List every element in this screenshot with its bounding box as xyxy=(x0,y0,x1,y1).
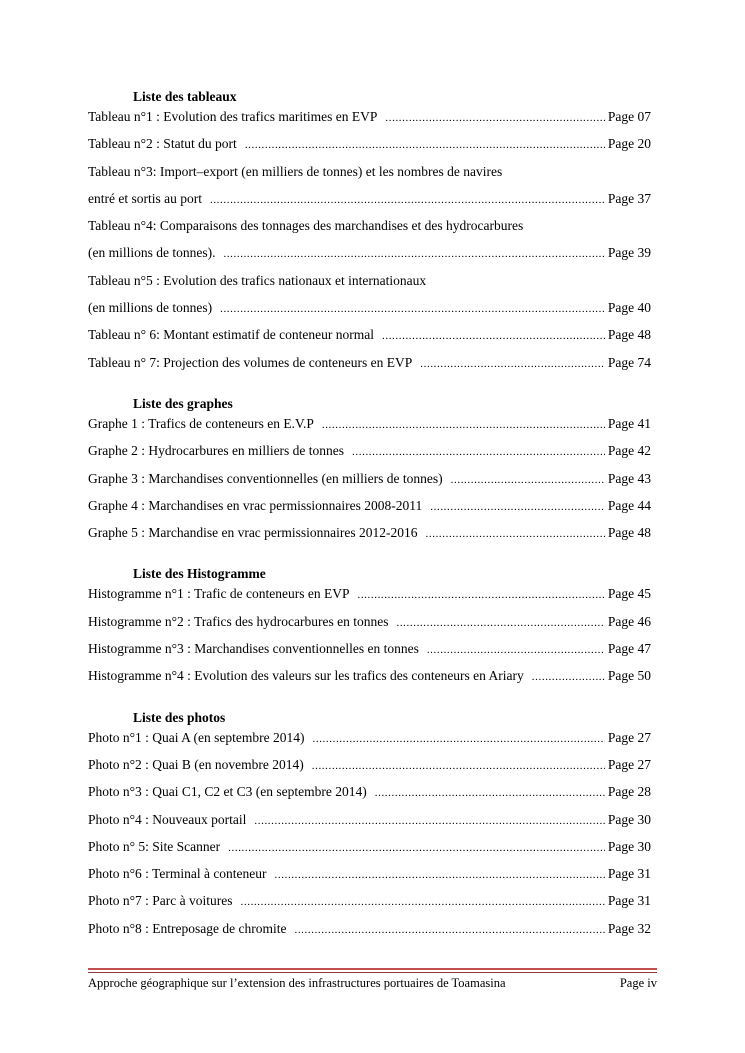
entry-text: Tableau n° 7: Projection des volumes de conteneurs en EVP xyxy=(88,354,413,370)
entry-text: Histogramme n°3 : Marchandises conventionnelles en tonnes xyxy=(88,641,419,657)
toc-entry[interactable] xyxy=(88,439,651,466)
dot-leader xyxy=(210,189,605,212)
toc-entry[interactable] xyxy=(88,610,651,637)
dot-leader xyxy=(241,891,605,914)
toc-entry[interactable] xyxy=(88,780,651,807)
entry-page: Page 32 xyxy=(607,920,651,936)
dot-leader xyxy=(430,496,605,519)
entry-page: Page 31 xyxy=(607,866,651,882)
toc-entry[interactable] xyxy=(88,726,651,753)
dot-leader xyxy=(275,864,605,887)
entry-text: Histogramme n°2 : Trafics des hydrocarbures en tonnes xyxy=(88,613,389,629)
entry-text: Photo n°7 : Parc à voitures xyxy=(88,893,233,909)
toc-entry[interactable] xyxy=(88,241,651,268)
toc-content xyxy=(88,89,651,962)
entry-page: Page 27 xyxy=(607,729,651,745)
dot-leader xyxy=(385,107,604,130)
toc-entry[interactable] xyxy=(88,412,651,439)
toc-entry[interactable] xyxy=(88,269,651,296)
entry-page: Page 30 xyxy=(607,811,651,827)
entry-text: Tableau n° 6: Montant estimatif de conteneur normal xyxy=(88,327,374,343)
dot-leader xyxy=(375,782,605,805)
entry-text: (en millions de tonnes). xyxy=(88,245,216,261)
entry-text: Photo n°4 : Nouveaux portail xyxy=(88,811,247,827)
entry-text: entré et sortis au port xyxy=(88,190,202,206)
entry-text: Graphe 1 : Trafics de conteneurs en E.V.P xyxy=(88,415,314,431)
entry-page: Page 46 xyxy=(607,613,651,629)
dot-leader xyxy=(312,755,605,778)
entry-page: Page 27 xyxy=(607,756,651,772)
toc-entry[interactable] xyxy=(88,664,651,691)
entry-text: Photo n°6 : Terminal à conteneur xyxy=(88,866,267,882)
entry-page: Page 30 xyxy=(607,838,651,854)
entry-page: Page 20 xyxy=(607,136,651,152)
section-heading: Liste des tableaux xyxy=(133,89,237,104)
dot-leader xyxy=(322,414,605,437)
entry-page: Page 44 xyxy=(607,497,651,513)
toc-entry[interactable] xyxy=(88,494,651,521)
entry-page: Page 37 xyxy=(607,190,651,206)
entry-page: Page 48 xyxy=(607,525,651,541)
entry-page: Page 39 xyxy=(607,245,651,261)
entry-text: Graphe 2 : Hydrocarbures en milliers de tonnes xyxy=(88,443,345,459)
section-graphes xyxy=(88,396,651,548)
toc-entry[interactable] xyxy=(88,521,651,548)
dot-leader xyxy=(352,441,605,464)
footer-rule xyxy=(88,968,657,970)
entry-page: Page 42 xyxy=(607,443,651,459)
entry-page: Page 45 xyxy=(607,586,651,602)
entry-page: Page 31 xyxy=(607,893,651,909)
footer-page-number: Page iv xyxy=(619,976,657,990)
entry-text: Tableau n°2 : Statut du port xyxy=(88,136,237,152)
dot-leader xyxy=(245,134,605,157)
page-footer xyxy=(88,976,657,991)
entry-text: (en millions de tonnes) xyxy=(88,300,213,316)
entry-text: Graphe 5 : Marchandise en vrac permissionnaires 2012-2016 xyxy=(88,525,418,541)
section-heading: Liste des graphes xyxy=(133,395,233,411)
toc-entry[interactable] xyxy=(88,582,651,609)
dot-leader xyxy=(451,469,605,492)
entry-text: Photo n°8 : Entreposage de chromite xyxy=(88,920,287,936)
dot-leader xyxy=(220,298,605,321)
dot-leader xyxy=(532,666,605,689)
entry-text: Graphe 3 : Marchandises conventionnelles (en milliers de tonnes) xyxy=(88,470,443,486)
dot-leader xyxy=(254,810,604,833)
entry-page: Page 74 xyxy=(607,354,651,370)
section-heading: Liste des Histogramme xyxy=(133,566,266,582)
section-photos xyxy=(88,710,651,944)
section-heading: Liste des photos xyxy=(133,709,226,725)
footer-rule-thin xyxy=(88,972,657,973)
entry-page: Page 47 xyxy=(607,641,651,657)
entry-page: Page 07 xyxy=(607,109,651,124)
toc-entry[interactable] xyxy=(88,862,651,889)
toc-entry[interactable] xyxy=(88,637,651,664)
entry-text: Photo n°1 : Quai A (en septembre 2014) xyxy=(88,729,305,745)
toc-entry[interactable] xyxy=(88,753,651,780)
entry-text: Photo n°2 : Quai B (en novembre 2014) xyxy=(88,756,304,772)
section-histogrammes xyxy=(88,566,651,691)
toc-entry[interactable] xyxy=(88,187,651,214)
dot-leader xyxy=(357,584,604,607)
entry-text: Histogramme n°4 : Evolution des valeurs sur les trafics des conteneurs en Ariary xyxy=(88,668,524,684)
toc-entry[interactable] xyxy=(88,105,651,132)
footer-title: Approche géographique sur l’extension des infrastructures portuaires de Toamasina xyxy=(88,976,506,990)
section-tableaux xyxy=(88,89,651,378)
dot-leader xyxy=(426,523,605,546)
dot-leader xyxy=(294,919,604,942)
toc-entry[interactable] xyxy=(88,808,651,835)
entry-text: Tableau n°4: Comparaisons des tonnages des marchandises et des hydrocarbures xyxy=(88,218,524,234)
entry-text: Tableau n°5 : Evolution des trafics nationaux et internationaux xyxy=(88,272,427,288)
entry-text: Graphe 4 : Marchandises en vrac permissionnaires 2008-2011 xyxy=(88,497,423,513)
dot-leader xyxy=(382,325,605,348)
entry-text: Tableau n°3: Import–export (en milliers de tonnes) et les nombres de navires xyxy=(88,163,503,179)
entry-page: Page 43 xyxy=(607,470,651,486)
dot-leader xyxy=(420,353,605,376)
entry-page: Page 48 xyxy=(607,327,651,343)
toc-entry[interactable] xyxy=(88,835,651,862)
entry-text: Tableau n°1 : Evolution des trafics maritimes en EVP xyxy=(88,109,378,124)
dot-leader xyxy=(228,837,605,860)
toc-entry[interactable] xyxy=(88,467,651,494)
toc-entry[interactable] xyxy=(88,132,651,159)
entry-page: Page 40 xyxy=(607,300,651,316)
dot-leader xyxy=(313,728,605,751)
toc-entry[interactable] xyxy=(88,296,651,323)
entry-text: Photo n° 5: Site Scanner xyxy=(88,838,221,854)
entry-text: Histogramme n°1 : Trafic de conteneurs en EVP xyxy=(88,586,350,602)
dot-leader xyxy=(396,612,604,635)
entry-text: Photo n°3 : Quai C1, C2 et C3 (en septembre 2014) xyxy=(88,784,367,800)
dot-leader xyxy=(223,243,604,266)
dot-leader xyxy=(427,639,605,662)
entry-page: Page 50 xyxy=(607,668,651,684)
toc-entry[interactable] xyxy=(88,889,651,916)
toc-entry[interactable] xyxy=(88,160,651,187)
toc-entry[interactable] xyxy=(88,214,651,241)
toc-entry[interactable] xyxy=(88,917,651,944)
entry-page: Page 28 xyxy=(607,784,651,800)
entry-page: Page 41 xyxy=(607,415,651,431)
toc-entry[interactable] xyxy=(88,323,651,350)
toc-entry[interactable] xyxy=(88,351,651,378)
